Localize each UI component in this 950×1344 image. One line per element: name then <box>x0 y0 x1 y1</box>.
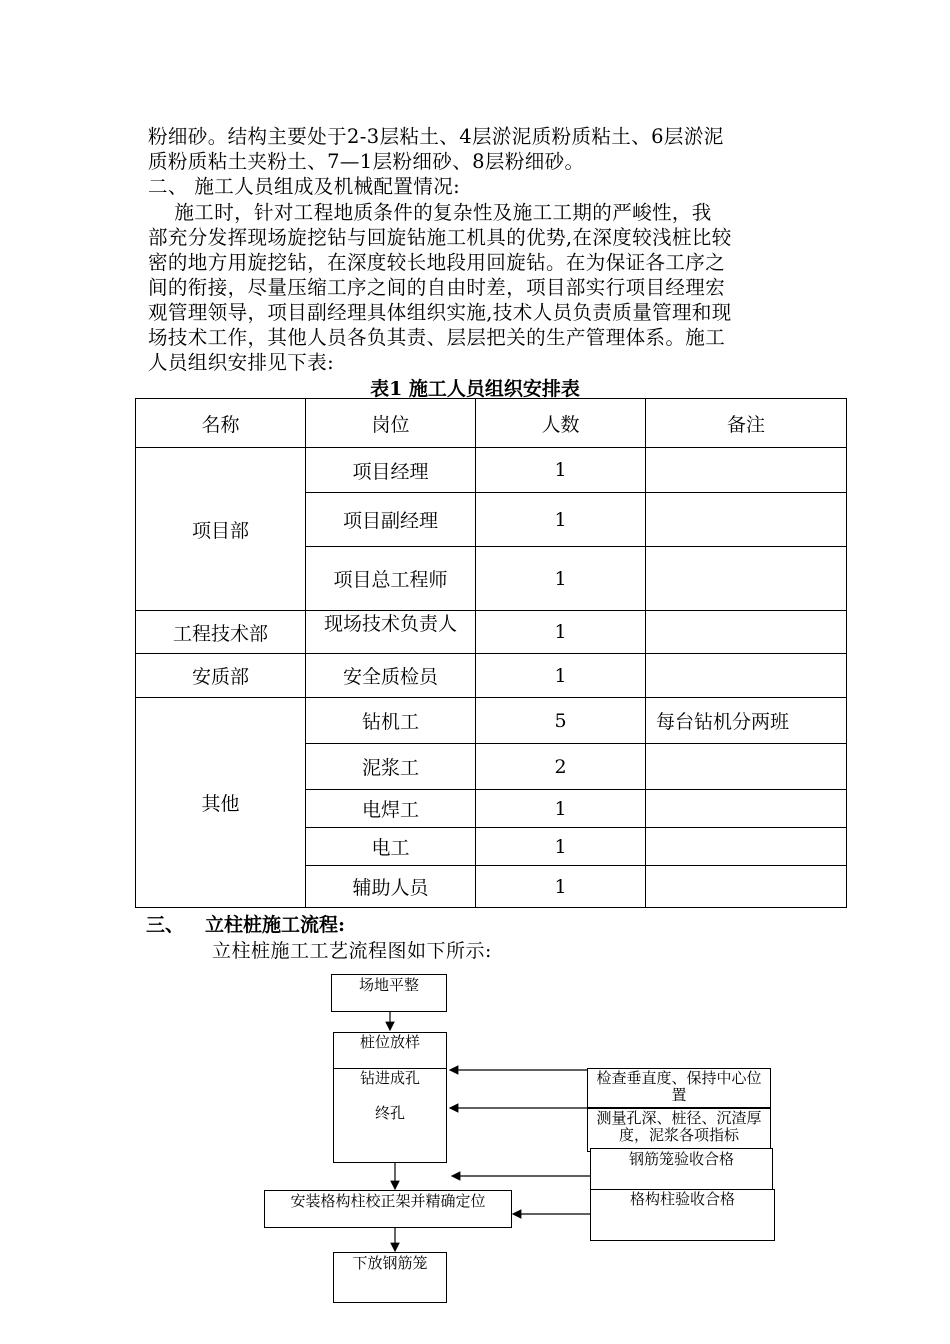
paragraph-line: 观管理领导，项目副经理具体组织实施,技术人员负责质量管理和现 <box>148 301 732 324</box>
count-cell: 5 <box>476 698 646 744</box>
flow-step-final-hole-label: 终孔 <box>374 1104 405 1122</box>
flow-step-drilling-label: 钻进成孔 <box>359 1069 420 1087</box>
post-cell: 钻机工 <box>306 698 476 744</box>
count-cell: 1 <box>476 654 646 698</box>
post-cell: 电焊工 <box>306 790 476 828</box>
paragraph-line: 粉细砂。结构主要处于2-3层粘土、4层淤泥质粉质粘土、6层淤泥 <box>148 125 724 148</box>
post-cell: 电工 <box>306 828 476 866</box>
flowchart-intro: 立柱桩施工工艺流程图如下所示: <box>212 940 492 962</box>
post-cell: 项目总工程师 <box>306 547 476 611</box>
header-cell: 人数 <box>476 399 646 448</box>
header-cell: 岗位 <box>306 399 476 448</box>
flow-step-site-leveling: 场地平整 <box>331 974 447 1012</box>
count-cell: 1 <box>476 790 646 828</box>
post-cell: 项目副经理 <box>306 493 476 547</box>
post-cell: 泥浆工 <box>306 744 476 790</box>
group-cell: 工程技术部 <box>136 611 306 654</box>
count-cell: 2 <box>476 744 646 790</box>
post-cell: 项目经理 <box>306 448 476 493</box>
count-cell: 1 <box>476 448 646 493</box>
table-title: 表1 施工人员组织安排表 <box>370 378 580 400</box>
paragraph-line: 间的衔接，尽量压缩工序之间的自由时差，项目部实行项目经理宏 <box>148 276 726 299</box>
flow-step-install-column-frame: 安装格构柱校正架并精确定位 <box>264 1190 512 1228</box>
count-cell: 1 <box>476 828 646 866</box>
paragraph-line: 人员组织安排见下表: <box>148 351 335 374</box>
flow-step-pile-layout: 桩位放样 <box>333 1032 447 1069</box>
group-cell: 其他 <box>136 698 306 908</box>
check-column-acceptance: 格构柱验收合格 <box>590 1189 775 1241</box>
check-hole-depth: 测量孔深、桩径、沉渣厚度，泥浆各项指标 <box>587 1108 771 1152</box>
section-number: 三、 <box>146 914 185 936</box>
header-cell: 备注 <box>646 399 847 448</box>
flow-step-drilling <box>333 1065 447 1163</box>
header-cell: 名称 <box>136 399 306 448</box>
paragraph-line: 施工时，针对工程地质条件的复杂性及施工工期的严峻性，我 <box>148 201 712 224</box>
count-cell: 1 <box>476 493 646 547</box>
group-cell: 项目部 <box>136 448 306 611</box>
paragraph-line: 密的地方用旋挖钻，在深度较长地段用回旋钻。在为保证各工序之 <box>148 251 726 274</box>
paragraph-line: 质粉质粘土夹粉土、7—1层粉细砂、8层粉细砂。 <box>148 150 585 173</box>
check-verticality: 检查垂直度、保持中心位置 <box>587 1068 771 1108</box>
flow-step-lower-cage: 下放钢筋笼 <box>333 1252 447 1303</box>
paragraph-line: 场技术工作，其他人员各负其责、层层把关的生产管理体系。施工 <box>148 326 726 349</box>
group-cell: 安质部 <box>136 654 306 698</box>
count-cell: 1 <box>476 547 646 611</box>
count-cell: 1 <box>476 866 646 908</box>
check-cage-acceptance: 钢筋笼验收合格 <box>590 1148 773 1190</box>
post-cell: 安全质检员 <box>306 654 476 698</box>
count-cell: 1 <box>476 611 646 654</box>
post-cell: 现场技术负责人 <box>306 611 476 654</box>
section-heading: 二、 施工人员组成及机械配置情况: <box>148 175 461 198</box>
paragraph-line: 部充分发挥现场旋挖钻与回旋钻施工机具的优势,在深度较浅桩比较 <box>148 226 732 249</box>
section-title: 立柱桩施工流程: <box>205 914 346 936</box>
note-cell: 每台钻机分两班 <box>646 698 847 744</box>
post-cell: 辅助人员 <box>306 866 476 908</box>
